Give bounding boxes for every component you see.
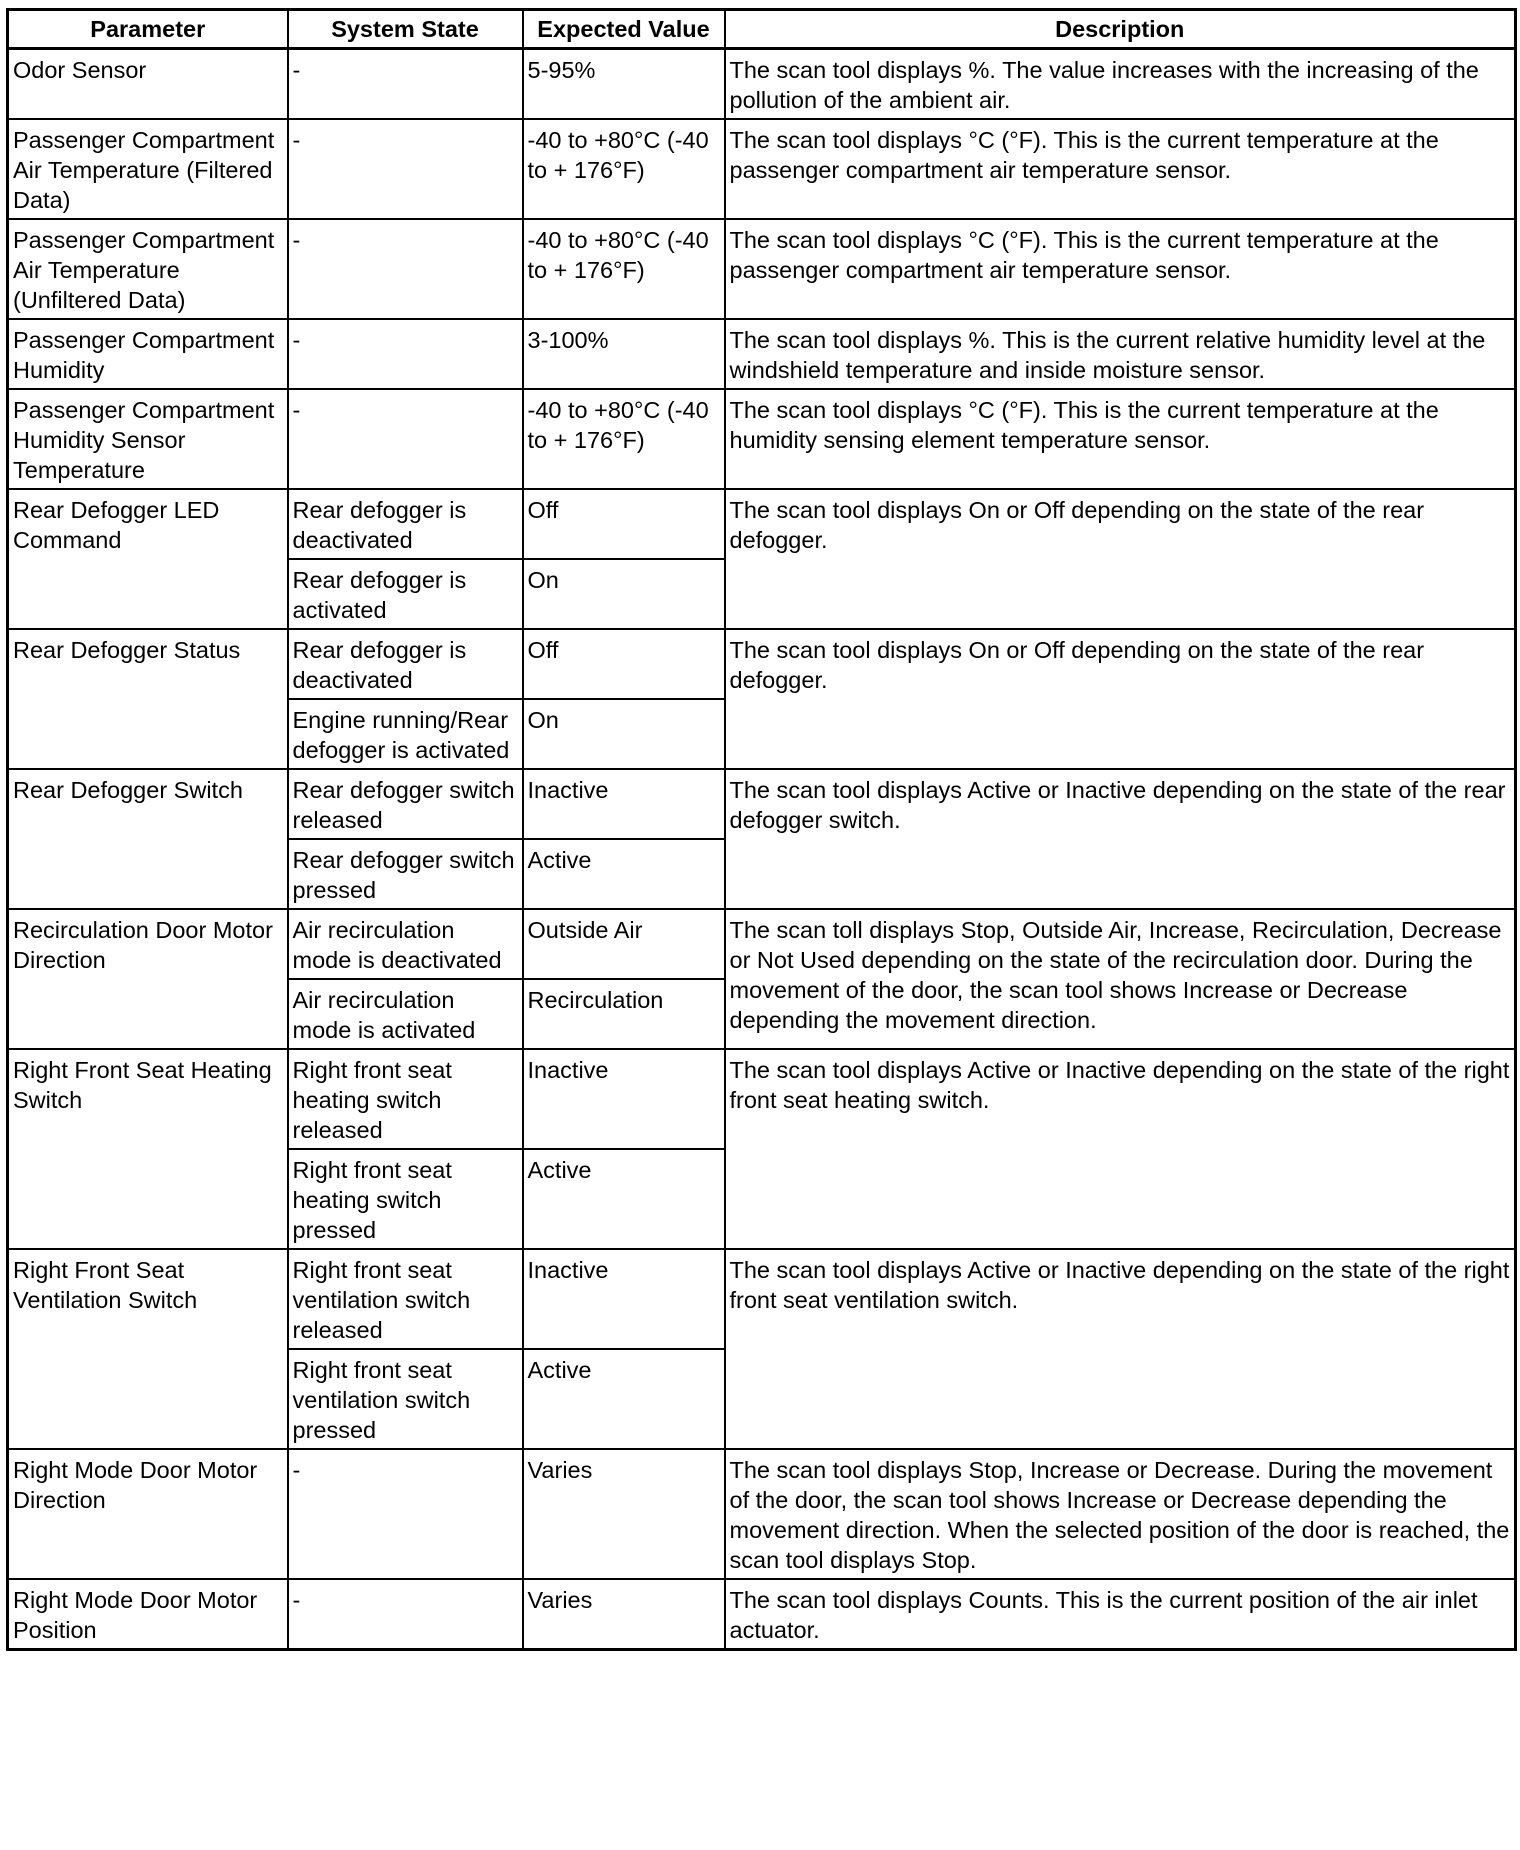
document-page (6, 8, 1517, 1651)
description-cell: The scan tool displays Counts. This is the current position of the air inlet actuator. (725, 1579, 1516, 1650)
table-row (8, 219, 1516, 319)
description-cell: The scan toll displays Stop, Outside Air, Increase, Recirculation, Decrease or Not Used depending on the state of the recirculation door. During the movement of the door, the scan tool shows Increase or Decrease depending the movement direction. (725, 909, 1516, 1049)
system-state-cell: - (288, 389, 523, 489)
expected-value-cell: On (523, 559, 725, 629)
parameter-cell: Passenger Compartment Humidity (8, 319, 288, 389)
expected-value-cell: -40 to +80°C (-40 to + 176°F) (523, 119, 725, 219)
parameter-cell: Passenger Compartment Air Temperature (Filtered Data) (8, 119, 288, 219)
description-cell: The scan tool displays On or Off depending on the state of the rear defogger. (725, 629, 1516, 769)
parameter-cell: Right Front Seat Ventilation Switch (8, 1249, 288, 1449)
header-description: Description (725, 10, 1516, 49)
system-state-cell: Rear defogger is deactivated (288, 489, 523, 559)
table-body (8, 49, 1516, 1650)
system-state-cell: Air recirculation mode is activated (288, 979, 523, 1049)
scan-tool-data-table (6, 8, 1517, 1651)
parameter-cell: Rear Defogger Status (8, 629, 288, 769)
description-cell: The scan tool displays %. The value increases with the increasing of the pollution of the ambient air. (725, 49, 1516, 120)
system-state-cell: Rear defogger switch pressed (288, 839, 523, 909)
expected-value-cell: Recirculation (523, 979, 725, 1049)
expected-value-cell: Active (523, 1149, 725, 1249)
expected-value-cell: Active (523, 839, 725, 909)
description-cell: The scan tool displays Stop, Increase or Decrease. During the movement of the door, the scan tool shows Increase or Decrease depending the movement direction. When the selected position of the door is reached, the scan tool displays Stop. (725, 1449, 1516, 1579)
parameter-cell: Passenger Compartment Air Temperature (Unfiltered Data) (8, 219, 288, 319)
system-state-cell: - (288, 219, 523, 319)
parameter-cell: Right Front Seat Heating Switch (8, 1049, 288, 1249)
description-cell: The scan tool displays °C (°F). This is the current temperature at the passenger compartment air temperature sensor. (725, 219, 1516, 319)
system-state-cell: Rear defogger is activated (288, 559, 523, 629)
system-state-cell: Right front seat heating switch released (288, 1049, 523, 1149)
description-cell: The scan tool displays Active or Inactive depending on the state of the right front seat ventilation switch. (725, 1249, 1516, 1449)
system-state-cell: Right front seat ventilation switch released (288, 1249, 523, 1349)
parameter-cell: Passenger Compartment Humidity Sensor Temperature (8, 389, 288, 489)
table-row (8, 319, 1516, 389)
header-parameter: Parameter (8, 10, 288, 49)
description-cell: The scan tool displays °C (°F). This is the current temperature at the passenger compartment air temperature sensor. (725, 119, 1516, 219)
expected-value-cell: Inactive (523, 1049, 725, 1149)
parameter-cell: Rear Defogger Switch (8, 769, 288, 909)
system-state-cell: - (288, 1449, 523, 1579)
expected-value-cell: 3-100% (523, 319, 725, 389)
system-state-cell: Rear defogger switch released (288, 769, 523, 839)
table-row (8, 1449, 1516, 1579)
description-cell: The scan tool displays %. This is the current relative humidity level at the windshield temperature and inside moisture sensor. (725, 319, 1516, 389)
table-row (8, 909, 1516, 979)
expected-value-cell: Active (523, 1349, 725, 1449)
system-state-cell: Engine running/Rear defogger is activated (288, 699, 523, 769)
expected-value-cell: Varies (523, 1449, 725, 1579)
expected-value-cell: -40 to +80°C (-40 to + 176°F) (523, 389, 725, 489)
system-state-cell: Air recirculation mode is deactivated (288, 909, 523, 979)
expected-value-cell: Off (523, 629, 725, 699)
table-row (8, 389, 1516, 489)
description-cell: The scan tool displays °C (°F). This is the current temperature at the humidity sensing element temperature sensor. (725, 389, 1516, 489)
system-state-cell: - (288, 119, 523, 219)
parameter-cell: Rear Defogger LED Command (8, 489, 288, 629)
description-cell: The scan tool displays Active or Inactive depending on the state of the right front seat heating switch. (725, 1049, 1516, 1249)
expected-value-cell: Varies (523, 1579, 725, 1650)
parameter-cell: Odor Sensor (8, 49, 288, 120)
table-row (8, 119, 1516, 219)
table-row (8, 1579, 1516, 1650)
description-cell: The scan tool displays On or Off depending on the state of the rear defogger. (725, 489, 1516, 629)
table-row (8, 629, 1516, 699)
system-state-cell: - (288, 49, 523, 120)
description-cell: The scan tool displays Active or Inactive depending on the state of the rear defogger switch. (725, 769, 1516, 909)
table-row (8, 769, 1516, 839)
header-system-state: System State (288, 10, 523, 49)
system-state-cell: - (288, 1579, 523, 1650)
table-header-row (8, 10, 1516, 49)
system-state-cell: Rear defogger is deactivated (288, 629, 523, 699)
expected-value-cell: Inactive (523, 769, 725, 839)
expected-value-cell: -40 to +80°C (-40 to + 176°F) (523, 219, 725, 319)
expected-value-cell: On (523, 699, 725, 769)
system-state-cell: Right front seat heating switch pressed (288, 1149, 523, 1249)
table-row (8, 1049, 1516, 1149)
system-state-cell: Right front seat ventilation switch pressed (288, 1349, 523, 1449)
table-row (8, 1249, 1516, 1349)
header-expected-value: Expected Value (523, 10, 725, 49)
table-row (8, 49, 1516, 120)
expected-value-cell: Inactive (523, 1249, 725, 1349)
parameter-cell: Recirculation Door Motor Direction (8, 909, 288, 1049)
table-row (8, 489, 1516, 559)
expected-value-cell: 5-95% (523, 49, 725, 120)
system-state-cell: - (288, 319, 523, 389)
parameter-cell: Right Mode Door Motor Direction (8, 1449, 288, 1579)
expected-value-cell: Off (523, 489, 725, 559)
parameter-cell: Right Mode Door Motor Position (8, 1579, 288, 1650)
expected-value-cell: Outside Air (523, 909, 725, 979)
